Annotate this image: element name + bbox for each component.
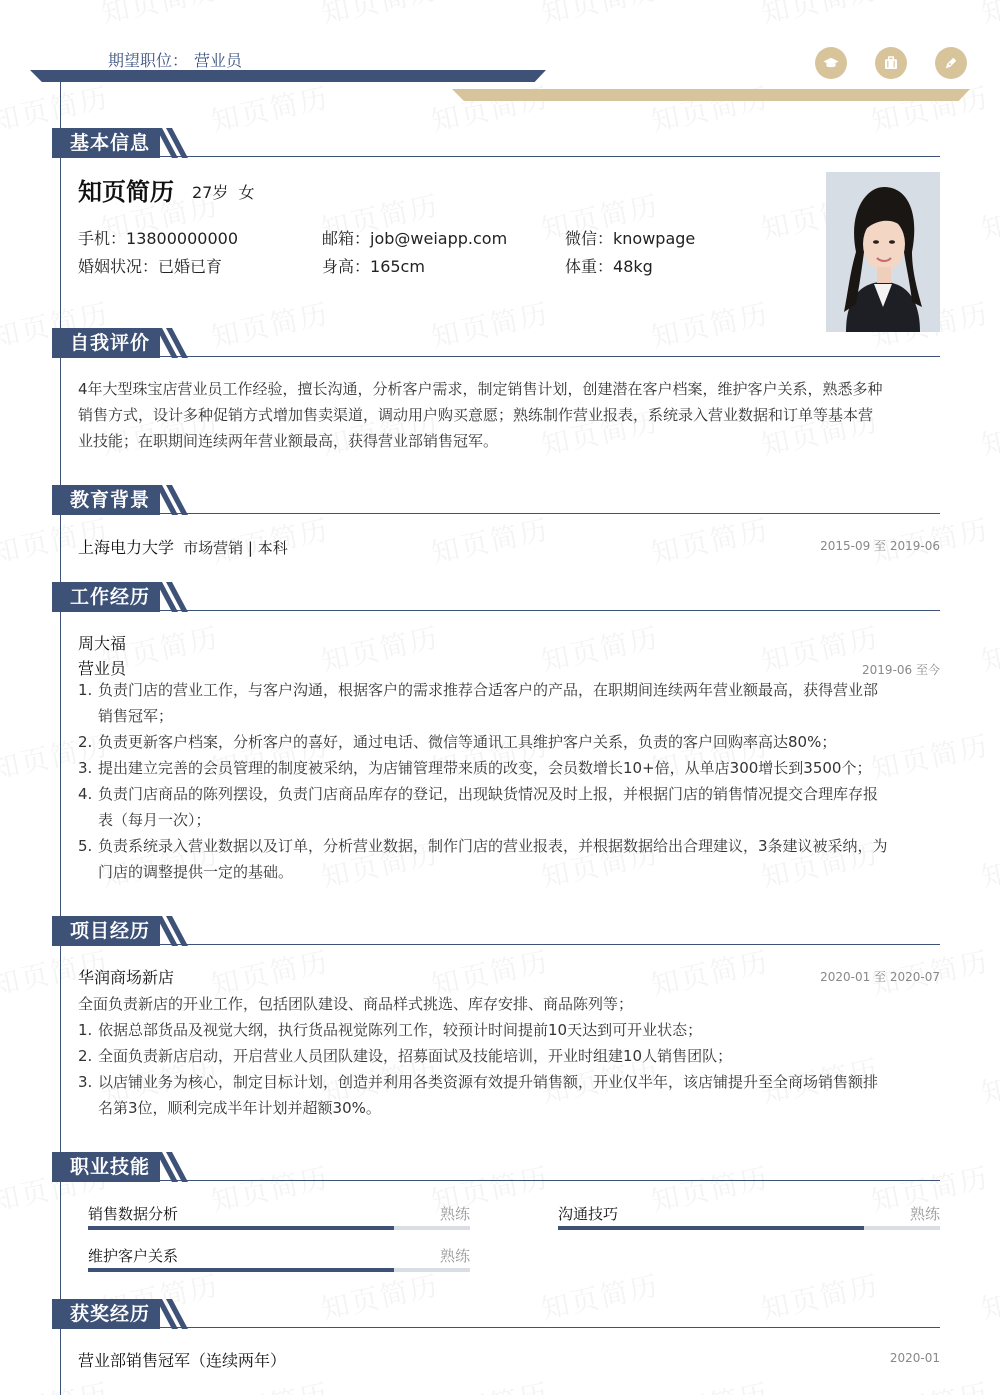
gender: 女 [238,183,255,202]
watermark-text [977,832,1000,896]
work-company: 周大福 [78,634,127,653]
skill-fill [88,1226,394,1230]
watermark-text [977,400,1000,464]
watermark-text [647,1372,773,1395]
graduation-cap-icon [815,47,847,79]
target-job-label: 期望职位： [108,51,189,70]
section-title: 职业技能 [52,1152,160,1182]
self-eval-line: 4年大型珠宝店营业员工作经验，擅长沟通，分析客户需求，制定销售计划，创建潜在客户档案，维护客户关系，熟悉多种 [78,380,883,398]
watermark-text [977,184,1000,248]
section-title: 教育背景 [52,485,160,515]
section-title: 工作经历 [52,582,160,612]
email-field [322,226,507,249]
wechat-label: 微信： [565,229,614,248]
age: 27岁 [192,183,229,202]
self-eval-line: 业技能；在职期间连续两年营业额最高，获得营业部销售冠军。 [78,432,499,450]
phone-field [78,226,238,249]
height-value: 165cm [370,257,425,276]
skill-level: 熟练 [439,1205,470,1223]
watermark-text [647,940,773,1004]
section-project-header [52,916,940,946]
marital-label: 婚姻状况： [78,257,159,276]
project-date: 2020-01 至 2020-07 [820,970,940,984]
phone-value: 13800000000 [126,229,238,248]
list-item: 3. 以店铺业务为核心，制定目标计划，创造并利用各类资源有效提升销售额，开业仅半年，该店铺提升至全商场销售额排 名第3位，顺利完成半年计划并超额30%。 [78,1073,879,1117]
section-rule [160,944,940,945]
left-rule [60,82,61,1395]
skill-level: 熟练 [439,1247,470,1265]
watermark-text [317,616,443,680]
work-role: 营业员 [78,659,127,678]
watermark-text [977,1048,1000,1112]
skill-fill [88,1268,394,1272]
section-work-header [52,582,940,612]
wechat-field [565,226,695,249]
education-entry [78,535,288,558]
header-navy-bar [30,70,546,82]
list-item: 1. 依据总部货品及视觉大纲，执行货品视觉陈列工作，较预计时间提前10天达到可开业状态； [78,1021,703,1039]
award-date: 2020-01 [889,1351,940,1365]
watermark-text [427,1372,553,1395]
watermark-text [537,0,663,32]
email-label: 邮箱： [322,229,371,248]
list-item: 2. 全面负责新店启动，开启营业人员团队建设，招募面试及技能培训，开业时组建10人销售团队； [78,1047,733,1065]
section-awards-header [52,1299,940,1329]
watermark-text [647,508,773,572]
section-self-eval-header [52,328,940,358]
list-item: 3. 提出建立完善的会员管理的制度被采纳，为店铺管理带来质的改变，会员数增长10+倍，从单店300增长到3500个； [78,759,872,777]
skill-track [88,1226,470,1230]
section-rule [160,356,940,357]
target-job [108,48,242,71]
watermark-text [977,1264,1000,1328]
marital-field [78,254,222,277]
watermark-text [427,508,553,572]
skill-name: 维护客户关系 [88,1247,179,1265]
skill-track [558,1226,940,1230]
briefcase-icon [875,47,907,79]
section-education-header [52,485,940,515]
project-summary: 全面负责新店的开业工作，包括团队建设、商品样式挑选、库存安排、商品陈列等； [78,995,634,1013]
work-date: 2019-06 至今 [862,663,940,677]
self-eval-line: 销售方式，设计多种促销方式增加售卖渠道，调动用户购买意愿；熟练制作营业报表，系统录入营业数据和订单等基本营 [78,406,874,424]
height-field [322,254,425,277]
skill-level: 熟练 [909,1205,940,1223]
list-item: 2. 负责更新客户档案，分析客户的喜好，通过电话、微信等通讯工具维护客户关系，负责的客户回购率高达80%； [78,733,837,751]
watermark-text [867,1372,993,1395]
weight-value: 48kg [613,257,653,276]
skill-fill [558,1226,864,1230]
section-basic-header [52,128,940,158]
email-value: job@weiapp.com [370,229,508,248]
major-degree: 市场营销 | 本科 [183,539,288,557]
award-title: 营业部销售冠军（连续两年） [78,1351,287,1370]
list-item: 1. 负责门店的营业工作，与客户沟通，根据客户的需求推荐合适客户的产品，在职期间连续两年营业额最高，获得营业部 销售冠军； [78,681,879,725]
marital-value: 已婚已育 [158,257,223,276]
watermark-text [757,0,883,32]
watermark-text [0,1372,113,1395]
header-gold-bar [452,89,970,101]
section-title: 获奖经历 [52,1299,160,1329]
age-gender [192,180,255,203]
pen-icon [935,47,967,79]
watermark-text [317,0,443,32]
watermark-text [977,616,1000,680]
profile-photo [826,172,940,332]
weight-field [565,254,653,277]
section-rule [160,1327,940,1328]
watermark-text [97,0,223,32]
section-title: 自我评价 [52,328,160,358]
weight-label: 体重： [565,257,614,276]
list-item: 5. 负责系统录入营业数据以及订单，分析营业数据，制作门店的营业报表，并根据数据给出合理建议，3条建议被采纳，为 门店的调整提供一定的基础。 [78,837,888,881]
section-title: 项目经历 [52,916,160,946]
phone-label: 手机： [78,229,127,248]
section-rule [160,610,940,611]
target-job-value: 营业员 [194,51,243,70]
wechat-value: knowpage [613,229,696,248]
list-item: 4. 负责门店商品的陈列摆设，负责门店商品库存的登记，出现缺货情况及时上报，并根据门店的销售情况提交合理库存报 表（每月一次）； [78,785,879,829]
project-item-list [78,1017,940,1121]
height-label: 身高： [322,257,371,276]
section-rule [160,156,940,157]
section-title: 基本信息 [52,128,160,158]
skill-item [88,1245,470,1272]
skill-item [558,1203,940,1230]
candidate-name: 知页简历 [78,178,174,206]
project-name: 华润商场新店 [78,968,175,987]
skill-item [88,1203,470,1230]
watermark-text [977,0,1000,32]
skill-name: 沟通技巧 [558,1205,619,1223]
work-duty-list [78,677,940,885]
education-date: 2015-09 至 2019-06 [820,539,940,553]
self-eval-text [78,376,948,454]
section-rule [160,513,940,514]
section-rule [160,1180,940,1181]
watermark-text [207,1372,333,1395]
skill-track [88,1268,470,1272]
section-skills-header [52,1152,940,1182]
watermark-text [537,616,663,680]
school-name: 上海电力大学 [78,538,175,557]
skill-name: 销售数据分析 [88,1205,179,1223]
